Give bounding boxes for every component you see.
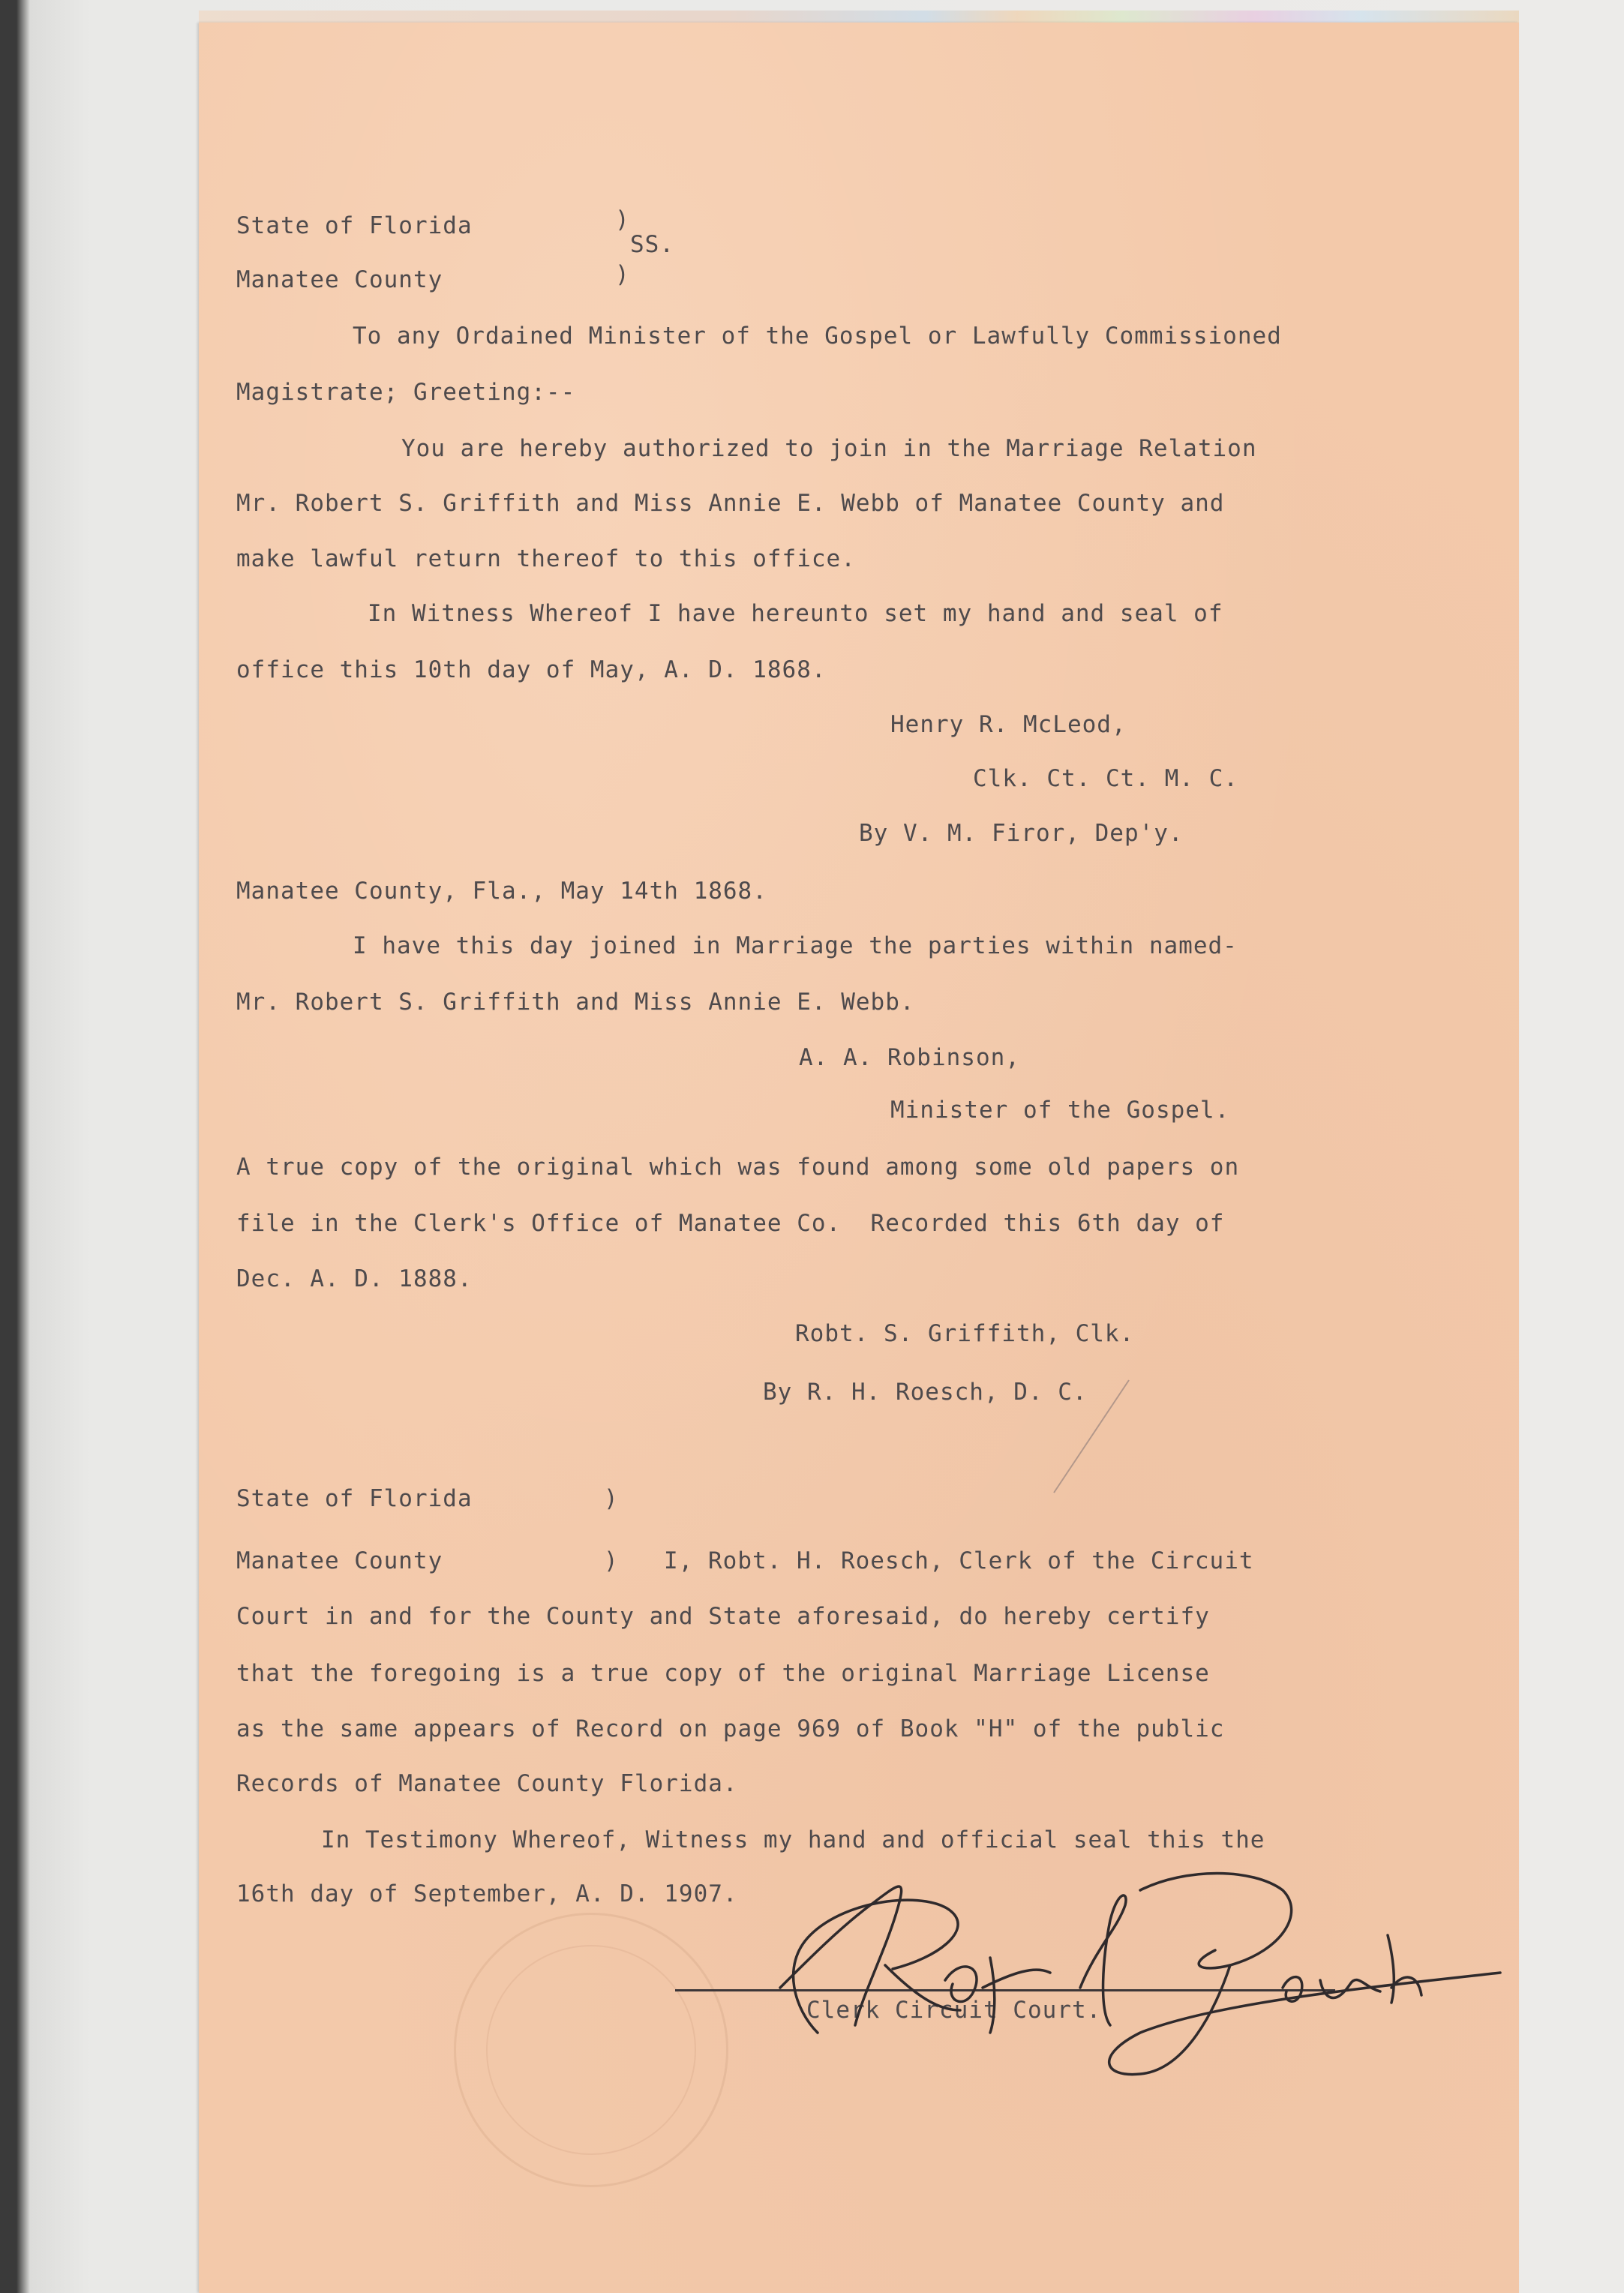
header-ss: SS. [630,231,674,258]
copy-note-clerk: Robt. S. Griffith, Clk. [795,1320,1135,1347]
document-text [199,23,1519,2293]
return-officiant-title: Minister of the Gospel. [890,1097,1230,1124]
handwritten-signature [765,1860,1538,2085]
copy-note-line-1: A true copy of the original which was found among some old papers on [236,1154,1240,1181]
return-line-1: I have this day joined in Marriage the parties within named- [353,932,1238,959]
header-brace-top: ) [615,206,630,233]
witness-line-2: office this 10th day of May, A. D. 1868. [236,656,827,683]
license-body-line-1: You are hereby authorized to join in the Marriage Relation [401,435,1257,462]
certificate-brace-bottom: ) [604,1547,619,1574]
certificate-line-4: as the same appears of Record on page 969 of Book "H" of the public [236,1715,1225,1742]
embossed-seal [454,1913,728,2187]
testimony-line-1: In Testimony Whereof, Witness my hand and official seal this the [321,1826,1265,1853]
address-line-1: To any Ordained Minister of the Gospel or Lawfully Commissioned [353,323,1282,350]
copy-note-line-3: Dec. A. D. 1888. [236,1265,473,1292]
header-brace-bottom: ) [615,261,630,288]
license-body-line-2: Mr. Robert S. Griffith and Miss Annie E. Webb of Manatee County and [236,490,1225,517]
document-page [199,23,1519,2293]
certificate-line-5: Records of Manatee County Florida. [236,1770,738,1797]
address-line-2: Magistrate; Greeting:-- [236,379,576,406]
certificate-line-3: that the foregoing is a true copy of the original Marriage License [236,1660,1210,1687]
certificate-state: State of Florida [236,1485,473,1512]
header-county: Manatee County [236,266,443,293]
return-place-date: Manatee County, Fla., May 14th 1868. [236,878,767,905]
license-body-line-3: make lawful return thereof to this office. [236,545,856,572]
return-officiant: A. A. Robinson, [799,1044,1020,1071]
signature-title: Clerk Circuit Court. [806,1997,1102,2024]
witness-line-1: In Witness Whereof I have hereunto set my hand and seal of [368,600,1223,627]
header-state: State of Florida [236,212,473,239]
certificate-brace-top: ) [604,1485,619,1512]
return-line-2: Mr. Robert S. Griffith and Miss Annie E. Webb. [236,989,915,1016]
certificate-county: Manatee County [236,1547,443,1574]
license-signer-title: Clk. Ct. Ct. M. C. [973,765,1238,792]
copy-note-line-2: file in the Clerk's Office of Manatee Co. Recorded this 6th day of [236,1210,1225,1237]
certificate-line-1: I, Robt. H. Roesch, Clerk of the Circuit [664,1547,1254,1574]
license-deputy: By V. M. Firor, Dep'y. [859,820,1184,847]
license-signer-name: Henry R. McLeod, [890,711,1127,738]
testimony-line-2: 16th day of September, A. D. 1907. [236,1880,738,1907]
pencil-mark [1046,1373,1136,1500]
certificate-line-2: Court in and for the County and State aforesaid, do hereby certify [236,1603,1210,1630]
copy-note-deputy: By R. H. Roesch, D. C. [763,1379,1088,1406]
